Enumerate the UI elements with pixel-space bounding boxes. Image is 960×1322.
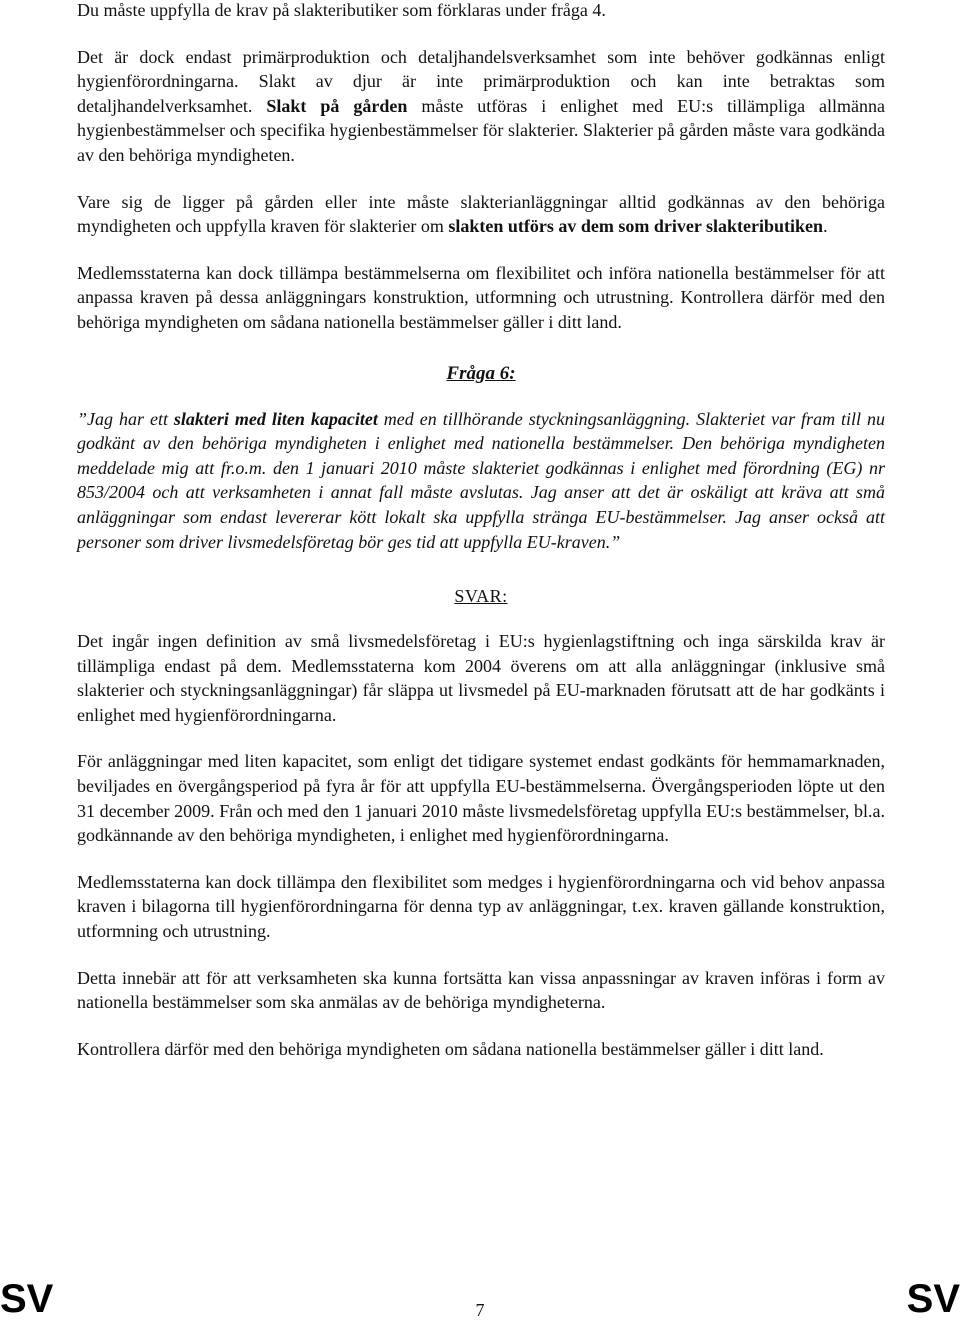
- answer-paragraph-3: Medlemsstaterna kan dock tillämpa den flexibilitet som medges i hygienförordningarna och vid behov anpassa kraven i bilagorna till hygienförordningarna för denna typ av anläggningar, t.ex. kraven gällande konstruktion, utformning och utrustning.: [77, 871, 885, 942]
- paragraph-intro: Du måste uppfylla de krav på slakteributiker som förklaras under fråga 4.: [77, 0, 606, 20]
- document-body: [77, 0, 885, 1061]
- answer-heading: SVAR:: [454, 586, 508, 607]
- paragraph-primary-production: Det är dock endast primärproduktion och detaljhandelsverksamhet som inte behöver godkännas enligt hygienförordningarna. Slakt av djur är inte primärproduktion och kan inte betraktas som detaljhandelverksamhet. Slakt på gården måste utföras i enlighet med EU:s tillämpliga allmänna hygienbestämmelser och specifika hygienbestämmelser för slakterier. Slakterier på gården måste vara godkända av den behöriga myndigheten.: [77, 46, 885, 165]
- question-heading: Fråga 6:: [446, 362, 516, 384]
- answer-paragraph-1: Det ingår ingen definition av små livsmedelsföretag i EU:s hygienlagstiftning och inga särskilda krav är tillämpliga endast på dem. Medlemsstaterna kom 2004 överens om att alla anläggningar (inklusive små slakterier och styckningsanläggningar) får släppa ut livsmedel på EU-marknaden förutsatt att de har godkänts i enlighet med hygienförordningarna.: [77, 631, 885, 725]
- footer-language-label-right: SV: [906, 1277, 960, 1321]
- question-quote: ”Jag har ett slakteri med liten kapacitet med en tillhörande styckningsanläggning. Slakteriet var fram till nu godkänt av den behöriga myndigheten i enlighet med nationella bestämmelser. Den behöriga myndigheten meddelade mig att fr.o.m. den 1 januari 2010 måste slakteriet godkännas i enlighet med förordning (EG) nr 853/2004 och att verksamheten i annat fall måste avslutas. Jag anser att det är oskäligt att kräva att små anläggningar som endast levererar kött lokalt ska uppfylla stränga EU-bestämmelser. Jag anser också att personer som driver livsmedelsföretag bör ges tid att uppfylla EU-kraven.”: [77, 408, 886, 552]
- paragraph-flexibility: Medlemsstaterna kan dock tillämpa bestämmelserna om flexibilitet och införa nationella bestämmelser för att anpassa kraven på dessa anläggningars konstruktion, utformning och utrustning. Kontrollera därför med den behöriga myndigheten om sådana nationella bestämmelser gäller i ditt land.: [77, 262, 885, 332]
- paragraph-slaughter-approval: Vare sig de ligger på gården eller inte måste slakterianläggningar alltid godkännas av den behöriga myndigheten och uppfylla kraven för slakterier om slakten utförs av dem som driver slakteributiken.: [77, 191, 885, 237]
- page-number: 7: [475, 1300, 485, 1320]
- answer-paragraph-5: Kontrollera därför med den behöriga myndigheten om sådana nationella bestämmelser gäller i ditt land.: [77, 1038, 824, 1059]
- answer-paragraph-2: För anläggningar med liten kapacitet, som enligt det tidigare systemet endast godkänts för hemmamarknaden, beviljades en övergångsperiod på fyra år för att uppfylla EU-bestämmelserna. Övergångsperioden löpte ut den 31 december 2009. Från och med den 1 januari 2010 måste livsmedelsföretag uppfylla EU:s bestämmelser, bl.a. godkännande av den behöriga myndigheten, i enlighet med hygienförordningarna.: [77, 751, 885, 846]
- answer-paragraph-4: Detta innebär att för att verksamheten ska kunna fortsätta kan vissa anpassningar av kraven införas i form av nationella bestämmelser som ska anmälas av de behöriga myndigheterna.: [77, 967, 885, 1013]
- footer-language-label-left: SV: [0, 1277, 54, 1321]
